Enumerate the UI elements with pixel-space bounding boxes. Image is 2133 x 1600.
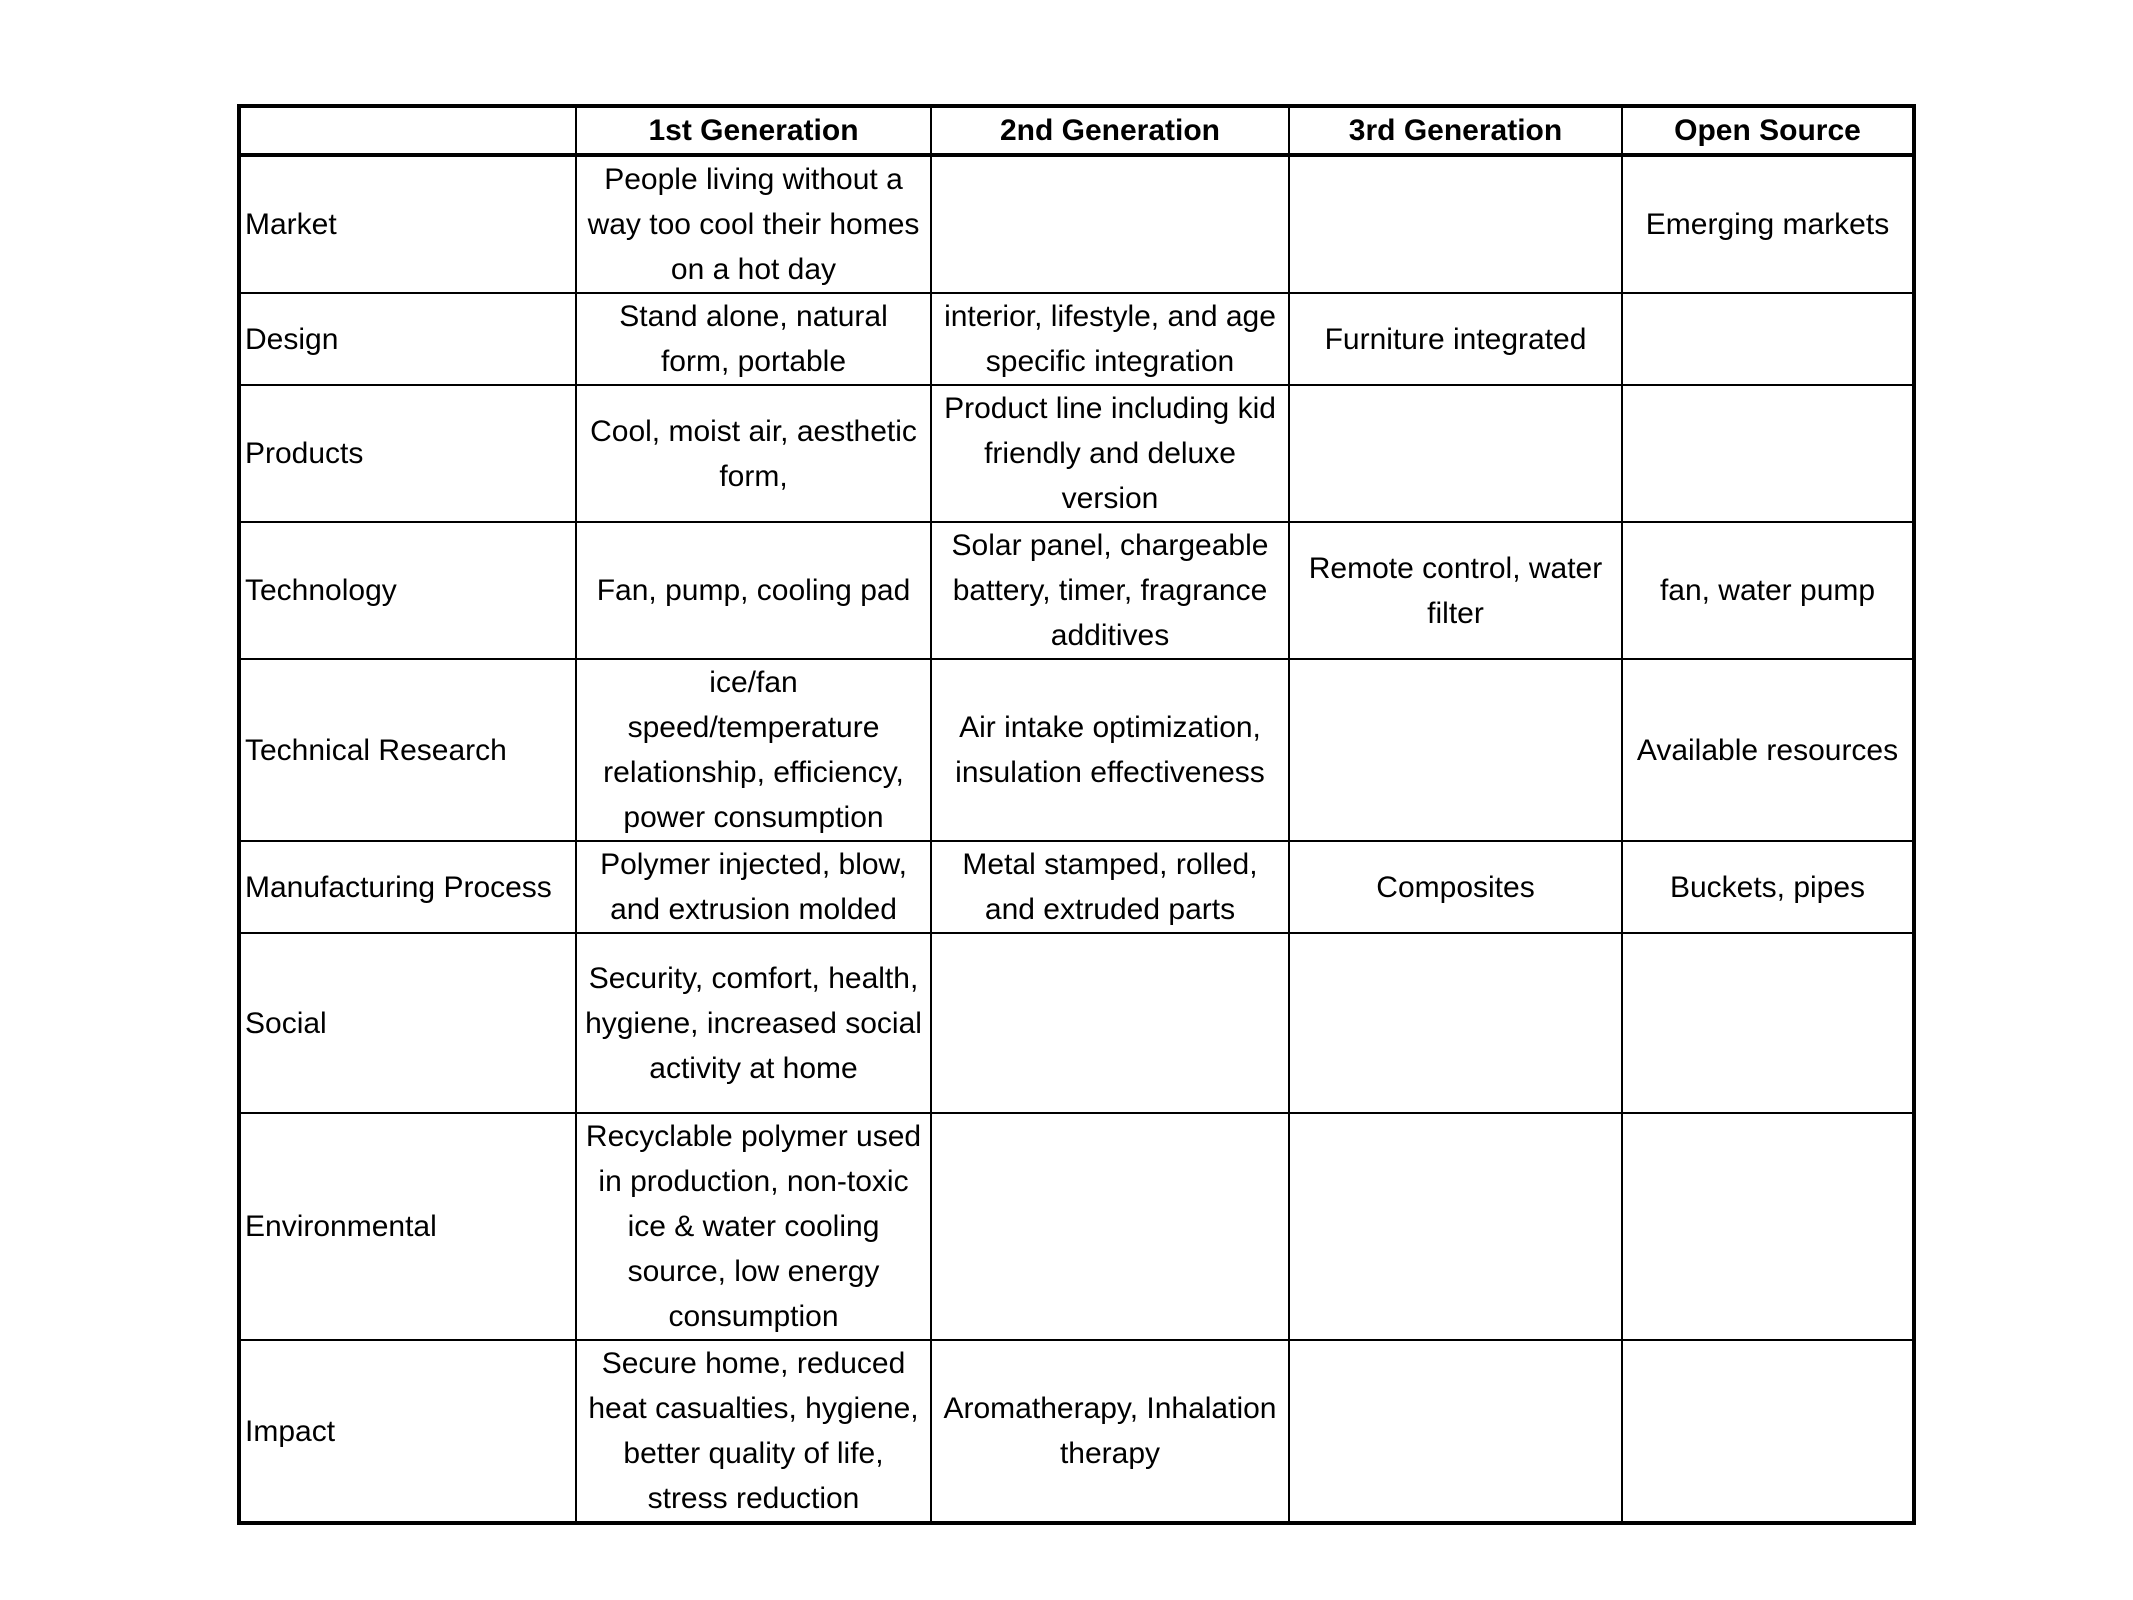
row-label-technical-research: Technical Research (239, 659, 576, 841)
table-cell (1289, 155, 1622, 293)
table-cell: interior, lifestyle, and age specific integration (931, 293, 1289, 385)
table-cell (1622, 933, 1914, 1113)
table-cell (1289, 933, 1622, 1113)
table-cell (1622, 1340, 1914, 1523)
table-cell (931, 1113, 1289, 1340)
row-label-social: Social (239, 933, 576, 1113)
header-3rd-generation: 3rd Generation (1289, 106, 1622, 155)
table-cell: Stand alone, natural form, portable (576, 293, 931, 385)
table-cell (1622, 1113, 1914, 1340)
table-cell: Composites (1289, 841, 1622, 933)
table-cell: Cool, moist air, aesthetic form, (576, 385, 931, 522)
table-row (239, 522, 1914, 659)
table-cell (931, 155, 1289, 293)
table-cell: fan, water pump (1622, 522, 1914, 659)
table-row (239, 933, 1914, 1113)
table-cell: Recyclable polymer used in production, non-toxic ice & water cooling source, low energy consumption (576, 1113, 931, 1340)
table-cell: Secure home, reduced heat casualties, hygiene, better quality of life, stress reduction (576, 1340, 931, 1523)
table-cell: Buckets, pipes (1622, 841, 1914, 933)
table-cell: Furniture integrated (1289, 293, 1622, 385)
table-cell: Solar panel, chargeable battery, timer, fragrance additives (931, 522, 1289, 659)
table-cell (1622, 293, 1914, 385)
table-cell (1289, 1113, 1622, 1340)
row-label-manufacturing-process: Manufacturing Process (239, 841, 576, 933)
table-row (239, 841, 1914, 933)
table-cell: Air intake optimization, insulation effectiveness (931, 659, 1289, 841)
header-2nd-generation: 2nd Generation (931, 106, 1289, 155)
table-cell: Security, comfort, health, hygiene, increased social activity at home (576, 933, 931, 1113)
table-row (239, 1340, 1914, 1523)
table-cell (931, 933, 1289, 1113)
table-cell (1622, 385, 1914, 522)
table-cell: Emerging markets (1622, 155, 1914, 293)
roadmap-table (237, 104, 1916, 1525)
header-corner-cell (239, 106, 576, 155)
header-open-source: Open Source (1622, 106, 1914, 155)
table-cell (1289, 385, 1622, 522)
table-cell: Fan, pump, cooling pad (576, 522, 931, 659)
table-cell: Metal stamped, rolled, and extruded parts (931, 841, 1289, 933)
table-cell: Remote control, water filter (1289, 522, 1622, 659)
row-label-market: Market (239, 155, 576, 293)
table-cell: Product line including kid friendly and deluxe version (931, 385, 1289, 522)
table-cell: Aromatherapy, Inhalation therapy (931, 1340, 1289, 1523)
row-label-environmental: Environmental (239, 1113, 576, 1340)
sheet (237, 104, 1916, 1525)
row-label-impact: Impact (239, 1340, 576, 1523)
table-cell: Polymer injected, blow, and extrusion molded (576, 841, 931, 933)
row-label-design: Design (239, 293, 576, 385)
table-row (239, 293, 1914, 385)
table-row (239, 385, 1914, 522)
row-label-technology: Technology (239, 522, 576, 659)
table-row (239, 1113, 1914, 1340)
table-cell (1289, 659, 1622, 841)
table-cell (1289, 1340, 1622, 1523)
row-label-products: Products (239, 385, 576, 522)
table-cell: People living without a way too cool their homes on a hot day (576, 155, 931, 293)
table-row (239, 155, 1914, 293)
table-row (239, 659, 1914, 841)
header-row (239, 106, 1914, 155)
header-1st-generation: 1st Generation (576, 106, 931, 155)
table-cell: Available resources (1622, 659, 1914, 841)
table-cell: ice/fan speed/temperature relationship, efficiency, power consumption (576, 659, 931, 841)
